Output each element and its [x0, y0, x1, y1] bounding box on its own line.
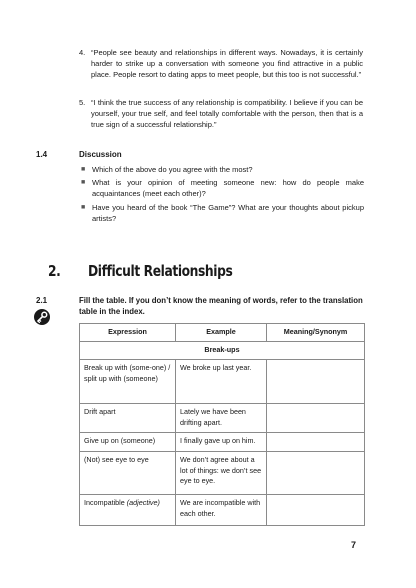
discussion-question: Have you heard of the book “The Game”? What are your thoughts about pickup artists?	[92, 203, 364, 224]
table-header-row	[80, 324, 365, 342]
key-icon	[34, 309, 50, 325]
expression-cell: (Not) see eye to eye	[80, 452, 176, 495]
exercise-number: 2.1	[36, 296, 48, 305]
expression-cell: Break up with (some-one) / split up with (someone)	[80, 360, 176, 404]
example-cell: I finally gave up on him.	[176, 433, 267, 452]
vocabulary-table	[79, 323, 365, 526]
example-cell: We are incompatible with each other.	[176, 495, 267, 526]
meaning-cell[interactable]	[267, 433, 365, 452]
table-row	[80, 404, 365, 433]
list-item-text: “I think the true success of any relationship is compatibility. I believe if you can be yourself, your true self, and feel totally comfortable with the person, then that is a true sign of a successful relationship.”	[91, 98, 363, 130]
section-number: 1.4	[36, 150, 48, 159]
meaning-cell[interactable]	[267, 495, 365, 526]
column-header-expression: Expression	[80, 324, 176, 342]
bullet-dot: ■	[81, 179, 86, 186]
table-row	[80, 433, 365, 452]
page-number: 7	[351, 540, 357, 550]
column-header-example: Example	[176, 324, 267, 342]
bullet-dot: ■	[81, 166, 86, 173]
table-row	[80, 495, 365, 526]
table-row	[80, 452, 365, 495]
example-cell: We broke up last year.	[176, 360, 267, 404]
bullet-dot: ■	[81, 204, 86, 211]
list-item-number: 5.	[79, 98, 86, 107]
example-cell: Lately we have been drifting apart.	[176, 404, 267, 433]
expression-text: Incompatible	[84, 498, 127, 507]
expression-cell: Give up on (someone)	[80, 433, 176, 452]
expression-cell	[80, 495, 176, 526]
discussion-question: What is your opinion of meeting someone new: how do people make acquaintances (meet each other)?	[92, 178, 364, 199]
chapter-title: Difficult Relationships	[88, 262, 233, 280]
meaning-cell[interactable]	[267, 452, 365, 495]
meaning-cell[interactable]	[267, 360, 365, 404]
column-header-meaning: Meaning/Synonym	[267, 324, 365, 342]
example-cell: We don’t agree about a lot of things: we don’t see eye to eye.	[176, 452, 267, 495]
table-subheader-row	[80, 342, 365, 360]
list-item-text: “People see beauty and relationships in different ways. Nowadays, it is certainly harder to strike up a conversation with someone you find attractive in a public place. People resort to dating apps to meet people, but this too is not successful.”	[91, 48, 363, 80]
part-of-speech-note: (adjective)	[126, 498, 160, 507]
table-row	[80, 360, 365, 404]
exercise-instruction: Fill the table. If you don’t know the meaning of words, refer to the translation table in the index.	[79, 296, 363, 317]
category-label: Break-ups	[80, 342, 365, 360]
section-title: Discussion	[79, 150, 122, 159]
chapter-number: 2.	[48, 262, 61, 280]
meaning-cell[interactable]	[267, 404, 365, 433]
expression-cell: Drift apart	[80, 404, 176, 433]
list-item-number: 4.	[79, 48, 86, 57]
discussion-question: Which of the above do you agree with the most?	[92, 165, 253, 174]
